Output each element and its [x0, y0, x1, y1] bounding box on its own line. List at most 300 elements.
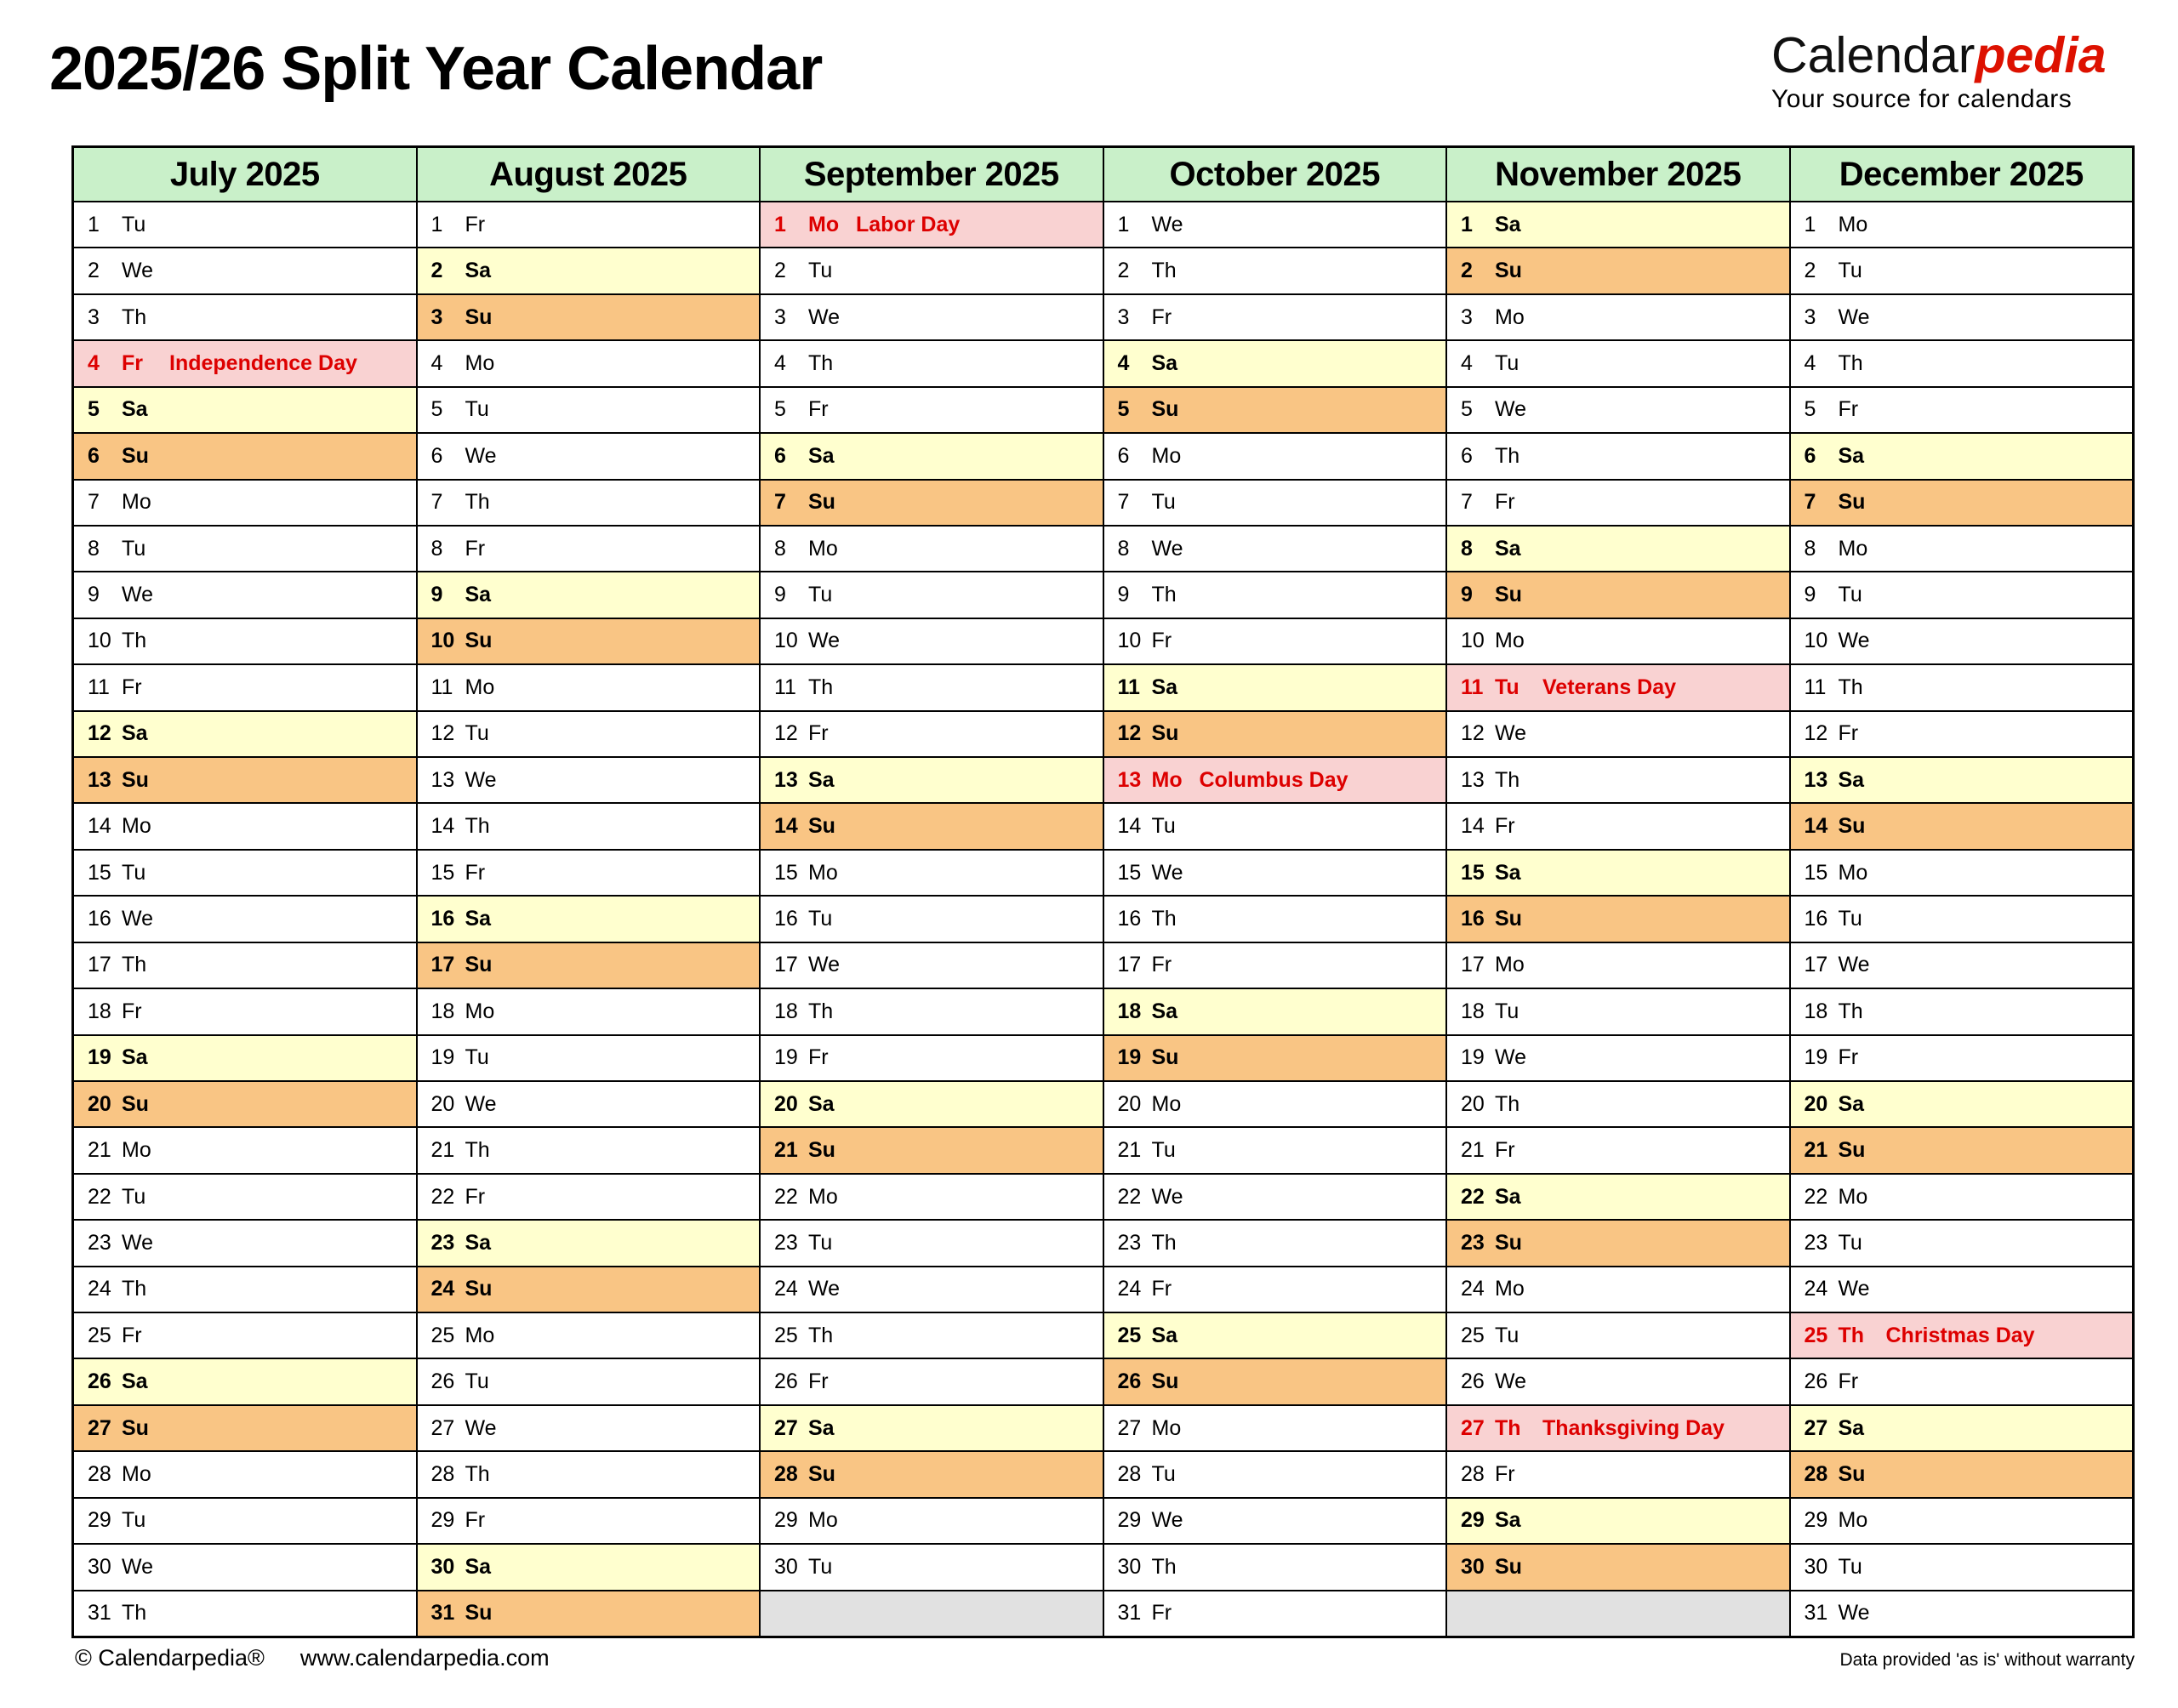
- day-cell: [1447, 1452, 1789, 1496]
- day-cell: [1104, 1406, 1446, 1450]
- day-weekday: Sa: [465, 1230, 492, 1255]
- day-number: 7: [430, 490, 443, 515]
- day-weekday: Su: [808, 1138, 835, 1163]
- day-number: 18: [88, 999, 111, 1023]
- day-number: 31: [1117, 1601, 1142, 1625]
- day-cell: [1447, 248, 1789, 293]
- day-number: 9: [1461, 583, 1473, 607]
- day-cell: [418, 1452, 760, 1496]
- day-cell: [1447, 572, 1789, 617]
- day-number: 29: [1804, 1508, 1828, 1533]
- day-number: 8: [1117, 536, 1130, 561]
- day-number: 8: [88, 536, 100, 561]
- day-number: 9: [1117, 583, 1130, 607]
- day-number: 16: [774, 906, 798, 931]
- day-cell: [418, 1499, 760, 1543]
- brand-logo-wordmark: [1771, 27, 2146, 83]
- day-number: 16: [1461, 906, 1485, 931]
- day-number: 1: [1804, 212, 1816, 236]
- day-cell: [74, 1082, 416, 1126]
- day-weekday: Sa: [1151, 999, 1178, 1023]
- day-number: 3: [430, 305, 443, 329]
- day-weekday: Tu: [465, 1369, 489, 1394]
- day-number: 4: [430, 350, 443, 375]
- day-cell: [1791, 1221, 2133, 1265]
- day-cell: [74, 481, 416, 525]
- day-cell: [1104, 619, 1446, 663]
- day-cell: [1447, 295, 1789, 339]
- day-number: 19: [1117, 1045, 1142, 1070]
- day-weekday: Tu: [808, 1554, 833, 1579]
- day-cell: [74, 1359, 416, 1403]
- day-cell: [1447, 1406, 1789, 1450]
- day-cell: [761, 804, 1103, 848]
- day-cell: [74, 619, 416, 663]
- day-cell: [1447, 1175, 1789, 1219]
- footer-copyright: © Calendarpedia®: [75, 1645, 265, 1671]
- day-number: 23: [1117, 1230, 1142, 1255]
- day-weekday: Su: [465, 1601, 493, 1625]
- day-cell: [1791, 758, 2133, 802]
- day-number: 6: [1804, 443, 1816, 468]
- day-number: 12: [430, 721, 455, 746]
- day-number: 25: [1804, 1323, 1828, 1347]
- day-number: 28: [430, 1462, 455, 1487]
- day-weekday: Sa: [1838, 1091, 1865, 1116]
- day-cell: [1791, 989, 2133, 1033]
- day-weekday: Sa: [1151, 350, 1178, 375]
- holiday-label: Christmas Day: [1885, 1323, 2035, 1347]
- day-number: 8: [1461, 536, 1473, 561]
- day-cell: [1104, 989, 1446, 1033]
- day-cell: [761, 341, 1103, 385]
- day-cell: [418, 989, 760, 1033]
- day-number: 4: [1117, 350, 1130, 375]
- holiday-label: Veterans Day: [1542, 675, 1677, 699]
- day-number: 1: [1117, 212, 1130, 236]
- day-number: 8: [774, 536, 786, 561]
- day-weekday: Fr: [1151, 1601, 1172, 1625]
- day-cell: [1447, 434, 1789, 478]
- day-cell: [74, 851, 416, 895]
- footer-url[interactable]: www.calendarpedia.com: [299, 1645, 550, 1671]
- day-weekday: We: [122, 259, 154, 283]
- day-weekday: Mo: [1151, 1091, 1182, 1116]
- day-cell: [761, 1082, 1103, 1126]
- day-weekday: Tu: [1151, 814, 1176, 839]
- day-number: 18: [430, 999, 455, 1023]
- day-number: 28: [88, 1462, 111, 1487]
- day-weekday: Sa: [1838, 1415, 1865, 1440]
- day-cell: [418, 202, 760, 247]
- day-number: 19: [430, 1045, 455, 1070]
- day-weekday: Th: [1151, 583, 1177, 607]
- day-cell: [1104, 1267, 1446, 1312]
- day-cell: [1447, 1082, 1789, 1126]
- day-number: 12: [774, 721, 798, 746]
- day-number: 10: [1461, 629, 1485, 653]
- day-number: 22: [1804, 1184, 1828, 1209]
- day-weekday: Tu: [808, 906, 833, 931]
- day-cell: [1104, 758, 1446, 802]
- day-number: 3: [1804, 305, 1816, 329]
- day-number: 6: [1117, 443, 1130, 468]
- day-cell: [1791, 295, 2133, 339]
- day-weekday: Th: [1151, 906, 1177, 931]
- footer-disclaimer: Data provided 'as is' without warranty: [1839, 1650, 2135, 1670]
- day-cell: [1447, 527, 1789, 571]
- day-number: 27: [430, 1415, 455, 1440]
- day-weekday: Th: [122, 953, 147, 977]
- day-cell: [1791, 1591, 2133, 1636]
- day-number: 24: [1804, 1277, 1828, 1301]
- day-number: 10: [430, 629, 455, 653]
- day-cell: [1791, 1313, 2133, 1358]
- day-weekday: Mo: [465, 350, 495, 375]
- day-cell: [761, 712, 1103, 756]
- footer-left: [75, 1645, 550, 1671]
- day-weekday: Tu: [808, 583, 833, 607]
- day-cell: [761, 248, 1103, 293]
- day-cell: [1447, 1128, 1789, 1172]
- day-cell: [418, 804, 760, 848]
- day-number: 28: [1804, 1462, 1828, 1487]
- day-weekday: Mo: [1495, 629, 1525, 653]
- day-number: 14: [88, 814, 111, 839]
- day-number: 14: [1117, 814, 1142, 839]
- day-cell: [1447, 665, 1789, 709]
- day-weekday: Sa: [465, 906, 492, 931]
- day-cell: [418, 1082, 760, 1126]
- day-weekday: Fr: [465, 860, 486, 885]
- day-cell: [761, 1406, 1103, 1450]
- day-number: 22: [430, 1184, 455, 1209]
- day-cell: [1447, 481, 1789, 525]
- day-number: 7: [1804, 490, 1816, 515]
- day-cell: [418, 758, 760, 802]
- day-weekday: Sa: [808, 443, 835, 468]
- day-weekday: We: [1151, 860, 1183, 885]
- day-cell: [1791, 1267, 2133, 1312]
- day-weekday: Th: [808, 999, 834, 1023]
- day-weekday: We: [808, 1277, 841, 1301]
- day-number: 14: [1804, 814, 1828, 839]
- day-cell: [761, 665, 1103, 709]
- day-number: 16: [88, 906, 111, 931]
- day-weekday: Tu: [1838, 583, 1862, 607]
- day-number: 12: [1117, 721, 1142, 746]
- day-weekday: Su: [465, 1277, 493, 1301]
- day-weekday: We: [1495, 397, 1527, 422]
- day-weekday: Tu: [1495, 999, 1519, 1023]
- day-number: 21: [1117, 1138, 1142, 1163]
- day-weekday: Tu: [1838, 259, 1862, 283]
- day-weekday: Th: [122, 305, 147, 329]
- month-header: August 2025: [418, 148, 760, 201]
- day-number: 9: [88, 583, 100, 607]
- day-weekday: Tu: [465, 721, 489, 746]
- day-weekday: Th: [1838, 350, 1863, 375]
- day-number: 26: [1804, 1369, 1828, 1394]
- day-number: 16: [1804, 906, 1828, 931]
- day-number: 26: [88, 1369, 111, 1394]
- day-cell: [418, 1221, 760, 1265]
- day-weekday: We: [1495, 1045, 1527, 1070]
- day-cell: [418, 619, 760, 663]
- day-number: 17: [1804, 953, 1828, 977]
- day-number: 19: [1461, 1045, 1485, 1070]
- day-cell: [1447, 1221, 1789, 1265]
- empty-day-cell: [1447, 1591, 1789, 1636]
- day-number: 10: [774, 629, 798, 653]
- day-number: 24: [774, 1277, 798, 1301]
- day-weekday: Tu: [122, 860, 146, 885]
- day-weekday: Th: [808, 350, 834, 375]
- day-number: 28: [1461, 1462, 1485, 1487]
- day-weekday: We: [1151, 1508, 1183, 1533]
- day-number: 16: [430, 906, 455, 931]
- day-cell: [1791, 1175, 2133, 1219]
- day-number: 17: [88, 953, 111, 977]
- day-weekday: Mo: [122, 1138, 151, 1163]
- day-weekday: Mo: [122, 1462, 151, 1487]
- day-number: 5: [1461, 397, 1473, 422]
- day-number: 8: [430, 536, 443, 561]
- day-weekday: Th: [1495, 767, 1520, 792]
- day-weekday: Su: [465, 305, 493, 329]
- day-cell: [761, 1036, 1103, 1080]
- day-number: 10: [1117, 629, 1142, 653]
- day-weekday: Su: [1151, 721, 1179, 746]
- day-weekday: Sa: [122, 1045, 148, 1070]
- brand-logo-black: Calendar: [1771, 27, 1976, 83]
- day-weekday: Su: [1495, 259, 1522, 283]
- day-number: 26: [774, 1369, 798, 1394]
- day-weekday: We: [808, 629, 841, 653]
- day-cell: [1104, 527, 1446, 571]
- day-number: 23: [1804, 1230, 1828, 1255]
- day-weekday: Th: [1151, 1554, 1177, 1579]
- day-cell: [761, 851, 1103, 895]
- day-cell: [1791, 619, 2133, 663]
- day-cell: [761, 1175, 1103, 1219]
- day-cell: [74, 295, 416, 339]
- day-cell: [74, 1499, 416, 1543]
- day-cell: [1104, 1313, 1446, 1358]
- day-cell: [1104, 295, 1446, 339]
- day-weekday: We: [122, 1554, 154, 1579]
- day-number: 25: [1461, 1323, 1485, 1347]
- day-weekday: Tu: [1151, 1138, 1176, 1163]
- day-cell: [1447, 943, 1789, 988]
- day-cell: [1791, 1406, 2133, 1450]
- day-number: 18: [1461, 999, 1485, 1023]
- day-weekday: We: [1495, 721, 1527, 746]
- day-weekday: Sa: [808, 767, 835, 792]
- day-weekday: Tu: [808, 259, 833, 283]
- day-number: 1: [774, 212, 786, 236]
- day-cell: [1791, 897, 2133, 941]
- day-cell: [1791, 248, 2133, 293]
- day-cell: [1447, 1267, 1789, 1312]
- day-number: 8: [1804, 536, 1816, 561]
- day-cell: [1104, 434, 1446, 478]
- day-cell: [761, 434, 1103, 478]
- day-number: 15: [1804, 860, 1828, 885]
- day-weekday: Fr: [1838, 1045, 1859, 1070]
- day-number: 9: [1804, 583, 1816, 607]
- day-number: 9: [430, 583, 443, 607]
- day-number: 19: [88, 1045, 111, 1070]
- day-weekday: Mo: [1495, 305, 1525, 329]
- day-weekday: Sa: [122, 1369, 148, 1394]
- day-cell: [1104, 1128, 1446, 1172]
- day-cell: [1791, 527, 2133, 571]
- day-cell: [761, 1499, 1103, 1543]
- day-weekday: Fr: [808, 1045, 829, 1070]
- day-number: 2: [1117, 259, 1130, 283]
- day-weekday: We: [1151, 1184, 1183, 1209]
- day-number: 29: [430, 1508, 455, 1533]
- day-weekday: Tu: [1495, 1323, 1519, 1347]
- day-number: 10: [1804, 629, 1828, 653]
- day-number: 23: [430, 1230, 455, 1255]
- day-cell: [1104, 388, 1446, 432]
- day-number: 22: [88, 1184, 111, 1209]
- day-number: 11: [1461, 675, 1484, 699]
- day-cell: [418, 1175, 760, 1219]
- day-cell: [1791, 388, 2133, 432]
- day-cell: [418, 712, 760, 756]
- day-cell: [761, 943, 1103, 988]
- day-weekday: Mo: [1838, 860, 1868, 885]
- day-number: 15: [1117, 860, 1142, 885]
- day-number: 18: [774, 999, 798, 1023]
- day-weekday: Fr: [808, 1369, 829, 1394]
- day-number: 22: [774, 1184, 798, 1209]
- day-cell: [1104, 1359, 1446, 1403]
- day-number: 18: [1804, 999, 1828, 1023]
- day-cell: [418, 434, 760, 478]
- month-header: September 2025: [761, 148, 1103, 201]
- day-number: 12: [1461, 721, 1485, 746]
- day-number: 1: [1461, 212, 1473, 236]
- day-number: 2: [88, 259, 100, 283]
- day-cell: [761, 572, 1103, 617]
- day-cell: [74, 989, 416, 1033]
- day-number: 28: [774, 1462, 798, 1487]
- day-number: 7: [1117, 490, 1130, 515]
- day-cell: [1791, 665, 2133, 709]
- day-cell: [1447, 804, 1789, 848]
- day-number: 5: [88, 397, 100, 422]
- month-header: December 2025: [1791, 148, 2133, 201]
- day-weekday: Tu: [1151, 1462, 1176, 1487]
- day-weekday: Su: [1495, 583, 1522, 607]
- day-weekday: Sa: [465, 259, 492, 283]
- day-number: 15: [1461, 860, 1485, 885]
- day-number: 23: [774, 1230, 798, 1255]
- day-cell: [761, 619, 1103, 663]
- day-weekday: Tu: [1495, 350, 1519, 375]
- month-header: July 2025: [74, 148, 416, 201]
- day-weekday: We: [465, 1091, 497, 1116]
- day-number: 21: [430, 1138, 455, 1163]
- day-cell: [418, 295, 760, 339]
- day-cell: [74, 434, 416, 478]
- day-weekday: Sa: [1495, 1508, 1521, 1533]
- day-number: 23: [88, 1230, 111, 1255]
- day-number: 13: [1461, 767, 1485, 792]
- day-weekday: We: [1495, 1369, 1527, 1394]
- day-weekday: We: [122, 583, 154, 607]
- day-weekday: Mo: [1495, 1277, 1525, 1301]
- day-cell: [761, 989, 1103, 1033]
- day-weekday: Su: [808, 490, 835, 515]
- day-weekday: We: [1151, 536, 1183, 561]
- day-weekday: Su: [1495, 1554, 1522, 1579]
- day-number: 30: [774, 1554, 798, 1579]
- day-cell: [1447, 897, 1789, 941]
- day-cell: [418, 1545, 760, 1589]
- day-cell: [418, 851, 760, 895]
- day-cell: [1104, 851, 1446, 895]
- day-number: 5: [1117, 397, 1130, 422]
- day-number: 25: [430, 1323, 455, 1347]
- day-cell: [74, 1175, 416, 1219]
- day-cell: [761, 897, 1103, 941]
- day-weekday: Mo: [1495, 953, 1525, 977]
- day-cell: [1447, 1545, 1789, 1589]
- day-weekday: Fr: [122, 350, 143, 375]
- day-number: 7: [1461, 490, 1473, 515]
- day-cell: [1791, 851, 2133, 895]
- day-weekday: Su: [1151, 1045, 1179, 1070]
- day-cell: [74, 758, 416, 802]
- day-number: 22: [1461, 1184, 1485, 1209]
- day-weekday: Su: [1838, 814, 1866, 839]
- holiday-label: Labor Day: [856, 212, 961, 236]
- day-weekday: Su: [122, 767, 149, 792]
- day-weekday: Sa: [1495, 536, 1521, 561]
- day-number: 30: [430, 1554, 455, 1579]
- day-number: 29: [1461, 1508, 1485, 1533]
- day-number: 26: [430, 1369, 455, 1394]
- month-header: October 2025: [1104, 148, 1446, 201]
- day-cell: [74, 665, 416, 709]
- day-weekday: We: [122, 906, 154, 931]
- day-weekday: Fr: [465, 536, 486, 561]
- day-weekday: Mo: [1838, 212, 1868, 236]
- day-number: 3: [1117, 305, 1130, 329]
- day-weekday: Tu: [1838, 1554, 1862, 1579]
- day-number: 5: [1804, 397, 1816, 422]
- day-cell: [1104, 341, 1446, 385]
- day-cell: [1447, 989, 1789, 1033]
- day-number: 17: [1117, 953, 1142, 977]
- day-weekday: Th: [465, 1138, 490, 1163]
- day-weekday: Su: [1151, 1369, 1179, 1394]
- day-weekday: Fr: [1495, 490, 1515, 515]
- day-number: 26: [1461, 1369, 1485, 1394]
- day-cell: [761, 527, 1103, 571]
- day-cell: [1104, 1591, 1446, 1636]
- day-cell: [418, 943, 760, 988]
- brand-logo-red: pedia: [1975, 27, 2107, 83]
- day-weekday: Fr: [1495, 1138, 1515, 1163]
- day-number: 28: [1117, 1462, 1142, 1487]
- day-cell: [418, 1036, 760, 1080]
